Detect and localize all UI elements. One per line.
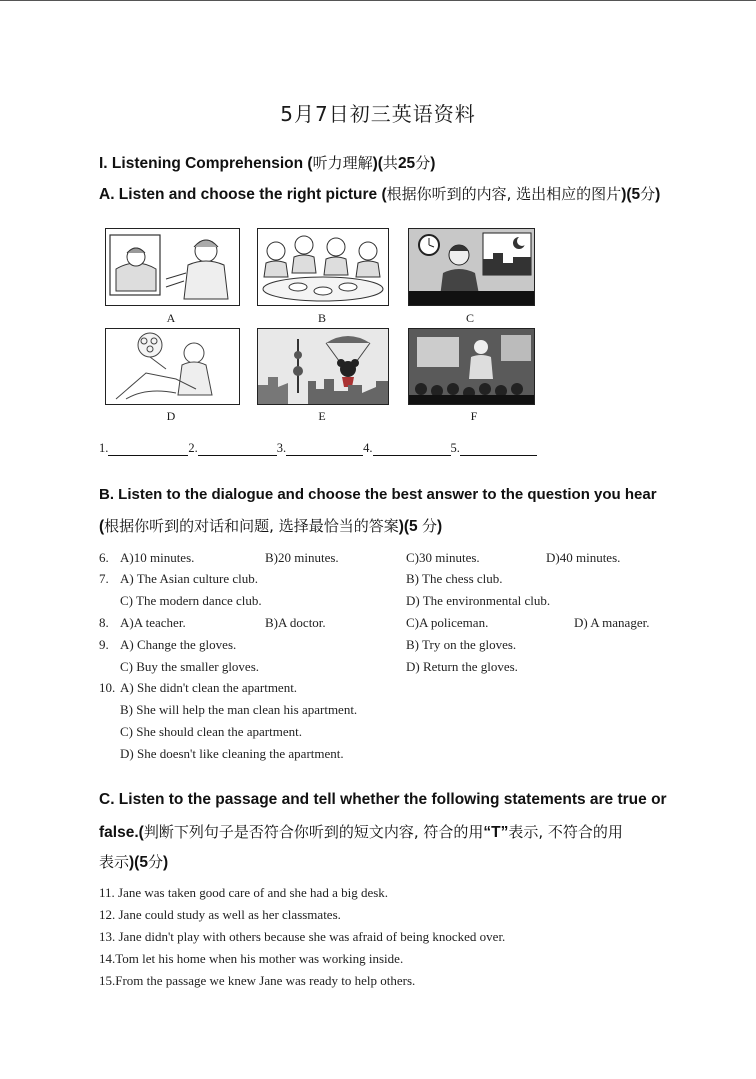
page-top-border bbox=[0, 0, 756, 1]
question-10-option-b[interactable]: B) She will help the man clean his apartment. bbox=[120, 702, 358, 717]
blank-3-label: 3. bbox=[276, 441, 287, 455]
answer-blank-3[interactable] bbox=[286, 441, 363, 456]
statement-13: 13. Jane didn't play with others because she was afraid of being knocked over. bbox=[99, 929, 506, 944]
blank-2-label: 2. bbox=[188, 441, 198, 455]
question-9-option-d[interactable]: D) Return the gloves. bbox=[406, 659, 518, 674]
question-8-option-d[interactable]: D) A manager. bbox=[574, 615, 650, 630]
question-8-number: 8. bbox=[99, 615, 109, 630]
answer-blank-4[interactable] bbox=[373, 441, 451, 456]
surgery-icon bbox=[105, 328, 240, 405]
question-8-option-a[interactable]: A)A teacher. bbox=[120, 615, 186, 630]
picture-label-a: A bbox=[166, 311, 176, 325]
blank-5-label: 5. bbox=[450, 441, 460, 455]
blank-4-label: 4. bbox=[363, 441, 373, 455]
picture-label-b: B bbox=[317, 311, 326, 325]
question-10-option-d[interactable]: D) She doesn't like cleaning the apartment. bbox=[120, 746, 344, 761]
part-a-heading: A. Listen and choose the right picture (根据你听到的内容, 选出相应的图片)(5分) bbox=[99, 185, 661, 203]
question-6-number: 6. bbox=[99, 550, 109, 565]
picture-label-f: F bbox=[470, 409, 478, 423]
page-title: 5月7日初三英语资料 bbox=[280, 102, 476, 126]
part-c-heading-line1: C. Listen to the passage and tell whether the following statements are true or bbox=[99, 791, 667, 808]
picture-label-e: E bbox=[318, 409, 326, 423]
question-6-option-a[interactable]: A)10 minutes. bbox=[120, 550, 195, 565]
question-6-option-b[interactable]: B)20 minutes. bbox=[265, 550, 339, 565]
answer-blanks-row bbox=[99, 441, 537, 456]
part-c-heading-line2: false.(判断下列句子是否符合你听到的短文内容, 符合的用“T”表示, 不符合的用 bbox=[99, 823, 623, 841]
question-9-option-a[interactable]: A) Change the gloves. bbox=[120, 637, 237, 652]
presentation-audience-icon bbox=[408, 328, 535, 405]
statement-15: 15.From the passage we knew Jane was ready to help others. bbox=[99, 973, 416, 988]
statement-11: 11. Jane was taken good care of and she had a big desk. bbox=[99, 885, 389, 900]
question-8-option-c[interactable]: C)A policeman. bbox=[406, 615, 489, 630]
question-10-number: 10. bbox=[99, 680, 116, 695]
question-7-option-d[interactable]: D) The environmental club. bbox=[406, 593, 551, 608]
question-10-option-a[interactable]: A) She didn't clean the apartment. bbox=[120, 680, 298, 695]
question-8-option-b[interactable]: B)A doctor. bbox=[265, 615, 326, 630]
mother-child-bed-icon bbox=[105, 228, 240, 306]
blank-1-label: 1. bbox=[99, 441, 109, 455]
question-9-option-b[interactable]: B) Try on the gloves. bbox=[406, 637, 517, 652]
statement-12: 12. Jane could study as well as her classmates. bbox=[99, 907, 341, 922]
question-6-option-c[interactable]: C)30 minutes. bbox=[406, 550, 480, 565]
man-working-late-icon bbox=[408, 228, 535, 306]
answer-blank-1[interactable] bbox=[108, 441, 188, 456]
part-b-heading-line1: B. Listen to the dialogue and choose the best answer to the question you hear bbox=[99, 486, 657, 503]
section-heading-listening: I. Listening Comprehension (听力理解)(共25分) bbox=[99, 154, 436, 172]
statement-14: 14.Tom let his home when his mother was working inside. bbox=[99, 951, 404, 966]
question-9-number: 9. bbox=[99, 637, 109, 652]
question-9-option-c[interactable]: C) Buy the smaller gloves. bbox=[120, 659, 260, 674]
part-b-heading-line2: (根据你听到的对话和问题, 选择最恰当的答案)(5 分) bbox=[99, 517, 443, 535]
answer-blank-5[interactable] bbox=[460, 441, 537, 456]
family-dinner-icon bbox=[257, 228, 389, 306]
picture-label-c: C bbox=[465, 311, 474, 325]
city-parachute-icon bbox=[257, 328, 389, 405]
answer-blank-2[interactable] bbox=[198, 441, 277, 456]
question-7-number: 7. bbox=[99, 571, 109, 586]
question-7-option-b[interactable]: B) The chess club. bbox=[406, 571, 503, 586]
question-7-option-c[interactable]: C) The modern dance club. bbox=[120, 593, 262, 608]
picture-label-d: D bbox=[166, 409, 176, 423]
question-10-option-c[interactable]: C) She should clean the apartment. bbox=[120, 724, 302, 739]
part-c-heading-line3: 表示)(5分) bbox=[99, 853, 169, 871]
question-6-option-d[interactable]: D)40 minutes. bbox=[546, 550, 621, 565]
question-7-option-a[interactable]: A) The Asian culture club. bbox=[120, 571, 259, 586]
